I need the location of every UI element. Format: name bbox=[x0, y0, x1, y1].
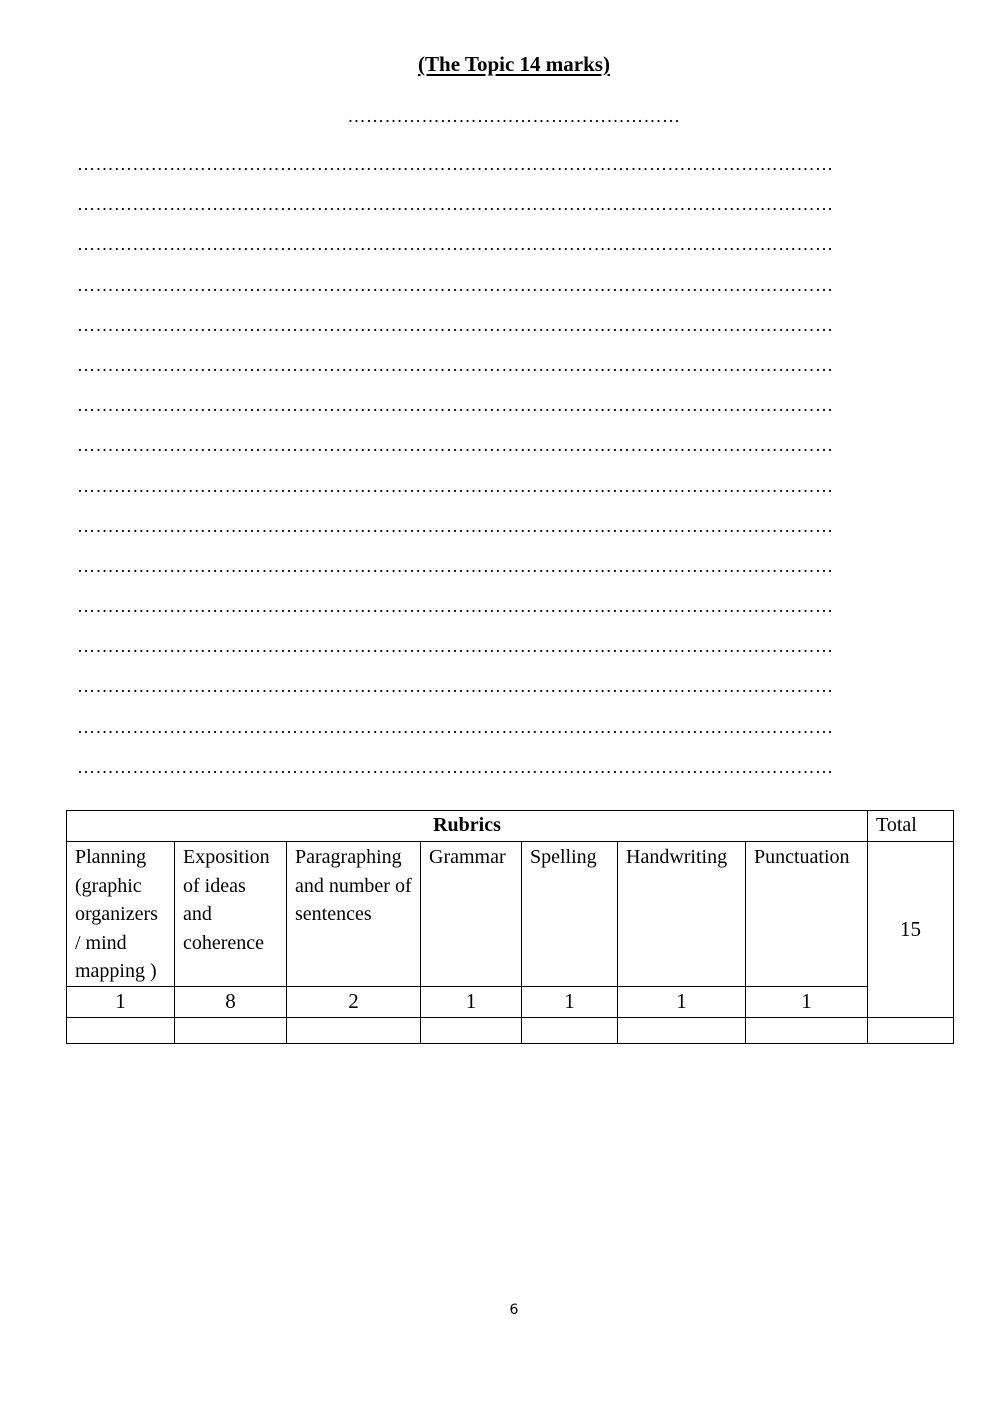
marks-paragraphing: 2 bbox=[287, 986, 421, 1017]
criterion-planning: Planning (graphic organizers / mind mapping ) bbox=[67, 842, 175, 987]
answer-line[interactable]: …………………………………………………………………………………………………………… bbox=[77, 274, 834, 295]
answer-line[interactable]: …………………………………………………………………………………………………………… bbox=[77, 676, 834, 697]
criterion-grammar: Grammar bbox=[421, 842, 522, 987]
criterion-exposition: Exposition of ideas and coherence bbox=[175, 842, 287, 987]
answer-line[interactable]: …………………………………………………………………………………………………………… bbox=[77, 636, 834, 657]
page-number: 6 bbox=[509, 1302, 519, 1318]
rubrics-table bbox=[66, 810, 954, 1044]
criterion-paragraphing: Paragraphing and number of sentences bbox=[287, 842, 421, 987]
answer-line[interactable]: …………………………………………………………………………………………………………… bbox=[77, 596, 834, 617]
score-cell-paragraphing[interactable] bbox=[287, 1017, 421, 1043]
score-cell-exposition[interactable] bbox=[175, 1017, 287, 1043]
marks-exposition: 8 bbox=[175, 986, 287, 1017]
answer-area bbox=[77, 152, 939, 795]
marks-planning: 1 bbox=[67, 986, 175, 1017]
answer-line[interactable]: …………………………………………………………………………………………………………… bbox=[77, 475, 834, 496]
answer-line[interactable]: …………………………………………………………………………………………………………… bbox=[77, 314, 834, 335]
answer-line[interactable]: …………………………………………………………………………………………………………… bbox=[77, 154, 834, 174]
marks-spelling: 1 bbox=[522, 986, 618, 1017]
rubrics-heading: Rubrics bbox=[67, 811, 868, 842]
score-cell-grammar[interactable] bbox=[421, 1017, 522, 1043]
answer-line[interactable]: …………………………………………………………………………………………………………… bbox=[77, 716, 834, 737]
answer-line[interactable]: …………………………………………………………………………………………………………… bbox=[77, 395, 834, 416]
criterion-handwriting: Handwriting bbox=[618, 842, 746, 987]
answer-line[interactable]: …………………………………………………………………………………………………………… bbox=[77, 354, 834, 375]
criterion-spelling: Spelling bbox=[522, 842, 618, 987]
page-title: (The Topic 14 marks) bbox=[418, 52, 610, 76]
criterion-punctuation: Punctuation bbox=[746, 842, 868, 987]
score-cell-spelling[interactable] bbox=[522, 1017, 618, 1043]
marks-punctuation: 1 bbox=[746, 986, 868, 1017]
score-cell-handwriting[interactable] bbox=[618, 1017, 746, 1043]
answer-line[interactable]: …………………………………………………………………………………………………………… bbox=[77, 234, 834, 255]
total-heading: Total bbox=[868, 811, 954, 842]
marks-grammar: 1 bbox=[421, 986, 522, 1017]
answer-line[interactable]: …………………………………………………………………………………………………………… bbox=[77, 555, 834, 576]
score-cell-punctuation[interactable] bbox=[746, 1017, 868, 1043]
total-value: 15 bbox=[868, 842, 954, 1018]
marks-handwriting: 1 bbox=[618, 986, 746, 1017]
answer-line[interactable]: …………………………………………………………………………………………………………… bbox=[77, 756, 834, 777]
topic-line[interactable]: ……………………………………………… bbox=[347, 106, 681, 126]
answer-line[interactable]: …………………………………………………………………………………………………………… bbox=[77, 194, 834, 215]
answer-line[interactable]: …………………………………………………………………………………………………………… bbox=[77, 435, 834, 456]
score-cell-planning[interactable] bbox=[67, 1017, 175, 1043]
score-cell-total[interactable] bbox=[868, 1017, 954, 1043]
answer-line[interactable]: …………………………………………………………………………………………………………… bbox=[77, 515, 834, 536]
